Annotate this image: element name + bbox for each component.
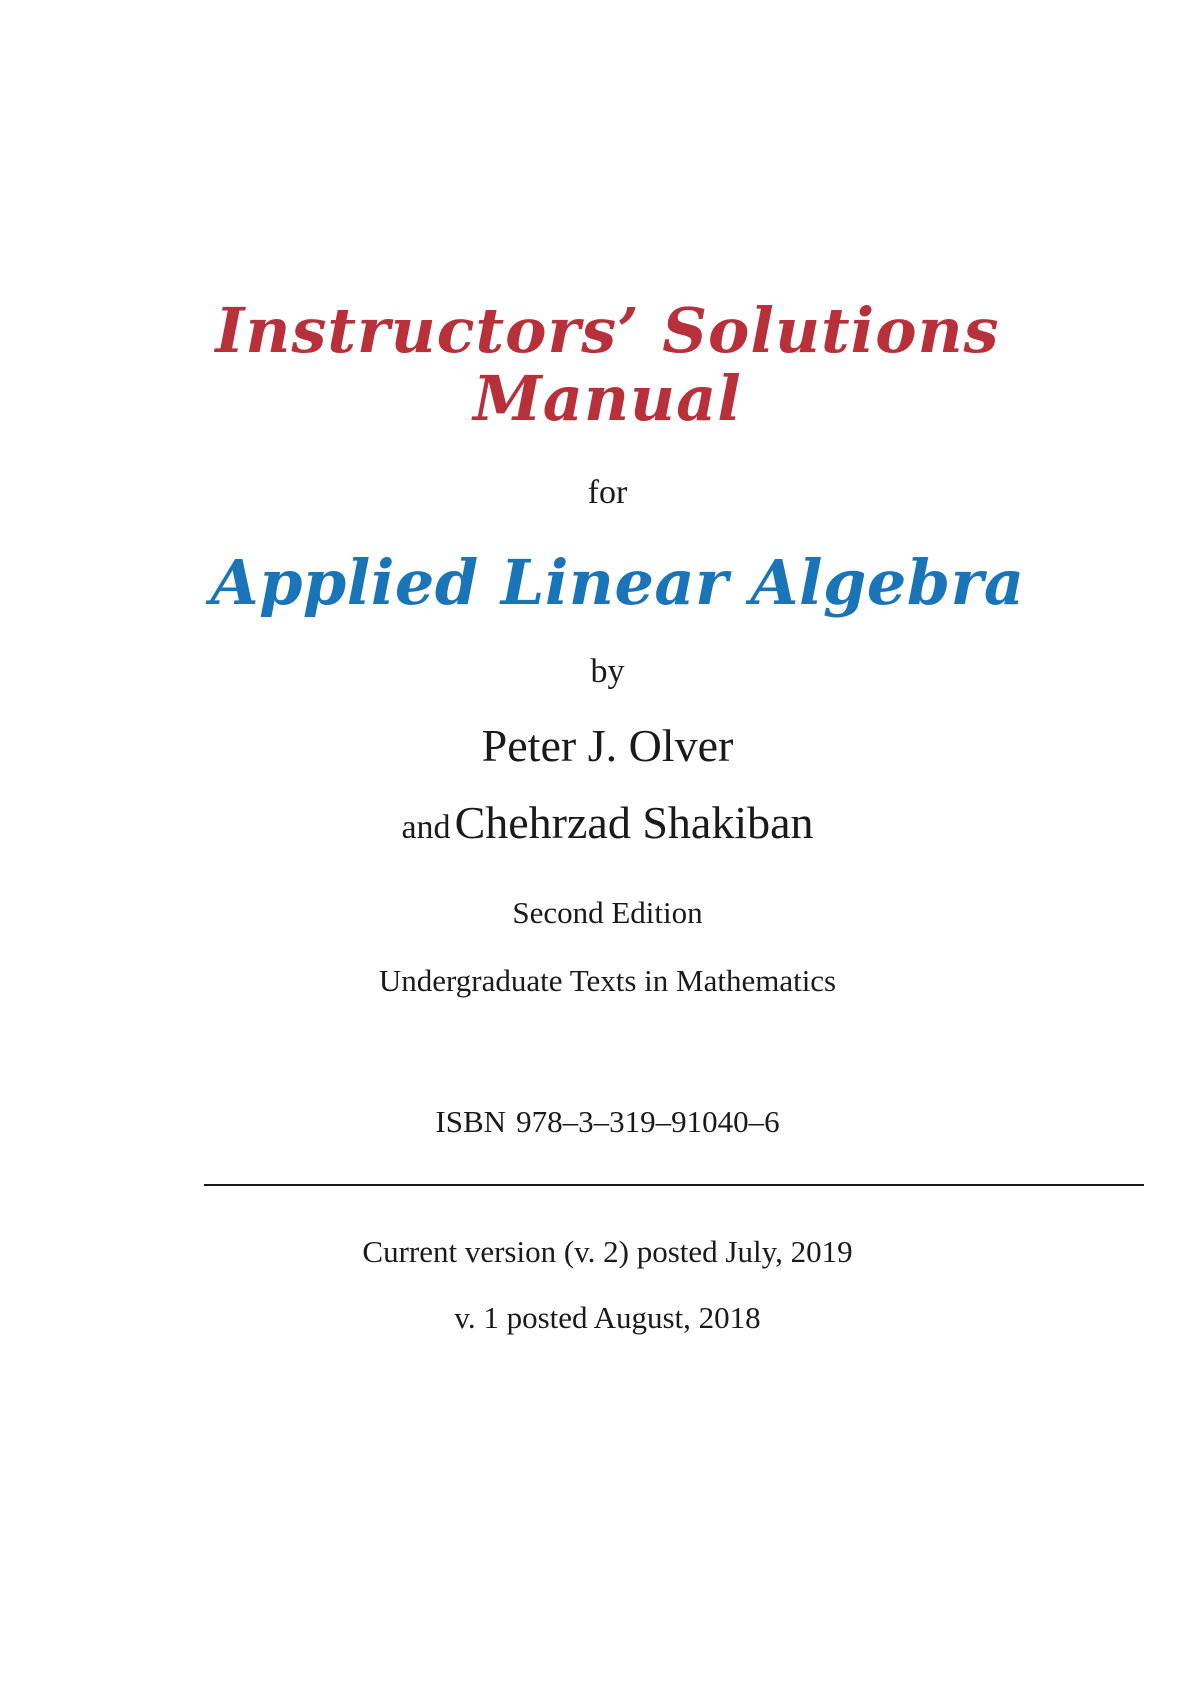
- subject-title: Applied Linear Algebra: [210, 546, 1025, 619]
- version-current: Current version (v. 2) posted July, 2019: [362, 1234, 853, 1269]
- author-second: Chehrzad Shakiban: [454, 797, 814, 848]
- isbn: [12, 1106, 1191, 1137]
- author-second-row: [12, 797, 1191, 848]
- edition: Second Edition: [512, 895, 703, 930]
- divider: [204, 1184, 1144, 1186]
- version-first: v. 1 posted August, 2018: [454, 1300, 761, 1335]
- author-first: Peter J. Olver: [481, 720, 734, 771]
- for-text: for: [587, 474, 628, 511]
- isbn-label: ISBN: [435, 1104, 507, 1139]
- series-name: Undergraduate Texts in Mathematics: [378, 963, 837, 998]
- isbn-number: 978–3–319–91040–6: [516, 1104, 780, 1139]
- title-line-1: Instructors’ Solutions: [215, 294, 1000, 367]
- title-line-2: Manual: [473, 362, 742, 435]
- by-text: by: [590, 653, 625, 690]
- author-conjunction: and: [401, 809, 451, 846]
